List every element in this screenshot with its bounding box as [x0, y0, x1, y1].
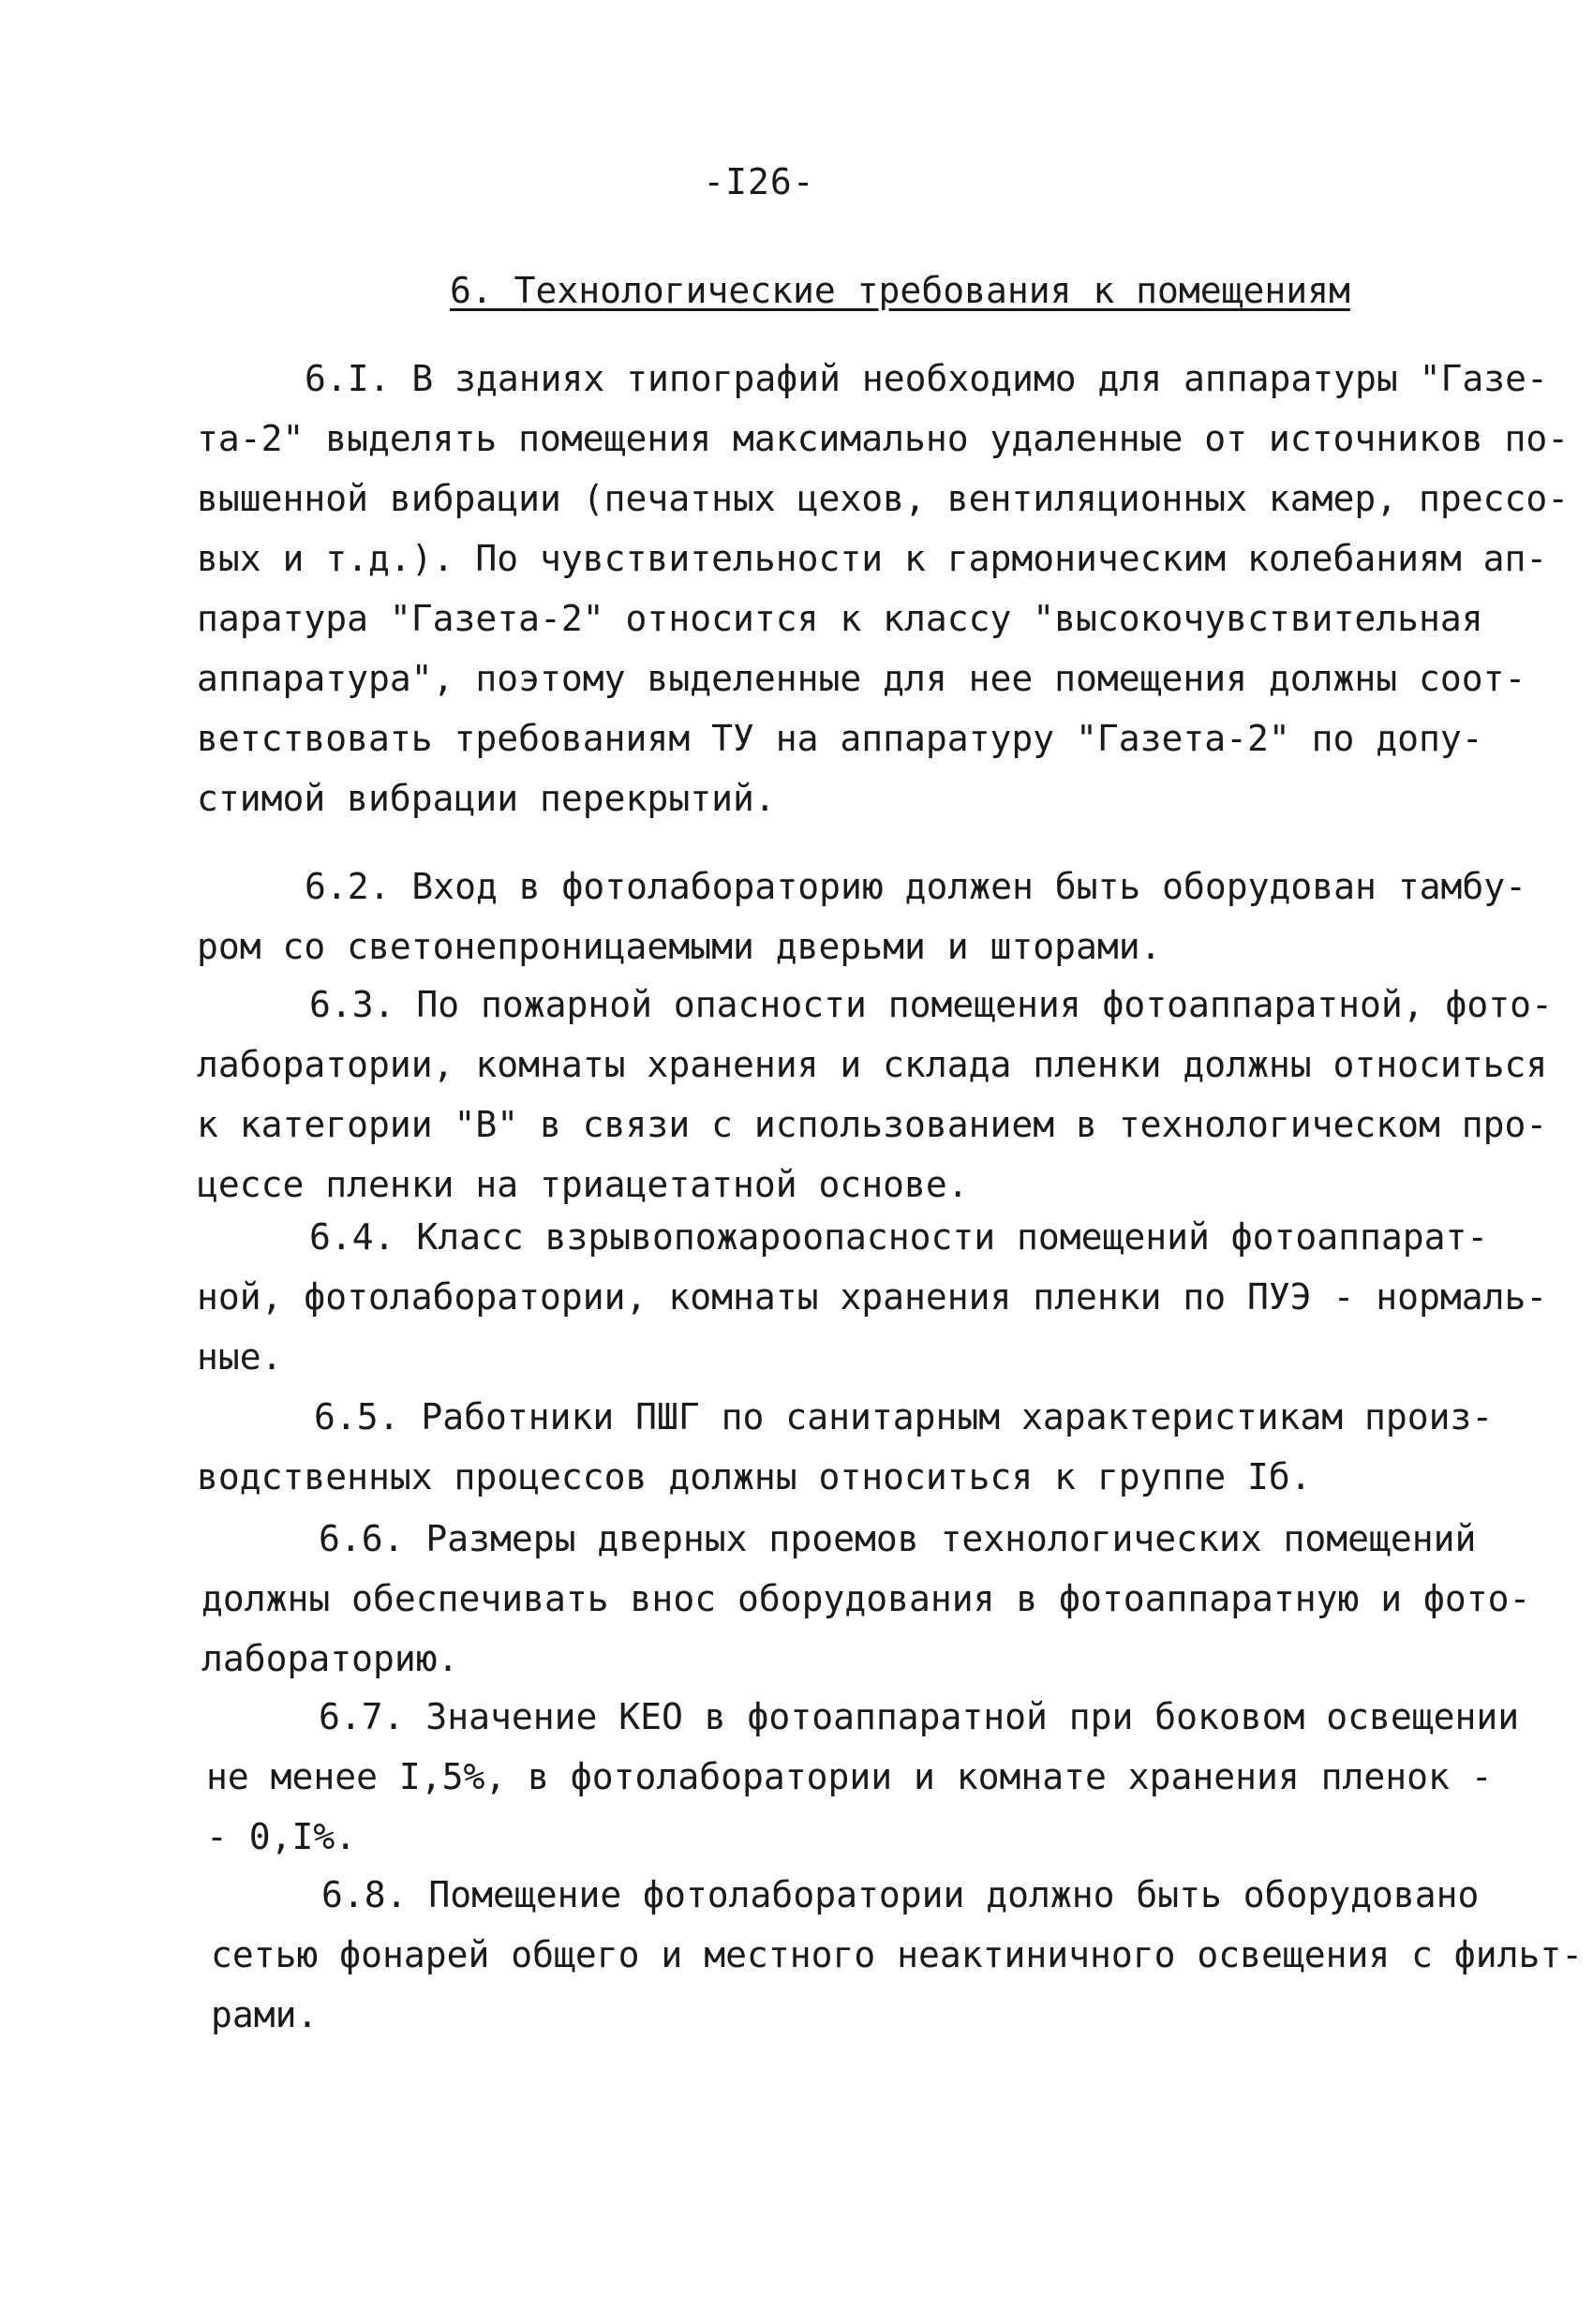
text-line: 6.3. По пожарной опасности помещения фотоаппаратной, фото- — [309, 984, 1553, 1025]
text-line: к категории "В" в связи с использованием в технологическом про- — [197, 1104, 1548, 1145]
text-line: паратура "Газета-2" относится к классу "высокочувствительная — [197, 598, 1483, 639]
page-number: -I26- — [703, 161, 815, 202]
text-line: вышенной вибрации (печатных цехов, вентиляционных камер, прессо- — [197, 478, 1570, 519]
text-line: стимой вибрации перекрытий. — [197, 778, 776, 819]
text-line: цессе пленки на триацетатной основе. — [197, 1164, 969, 1205]
text-line: 6.7. Значение КЕО в фотоаппаратной при боковом освещении — [319, 1696, 1520, 1737]
text-line: лабораторию. — [201, 1638, 459, 1679]
text-line: 6.2. Вход в фотолабораторию должен быть оборудован тамбу- — [305, 866, 1527, 907]
text-line: не менее I,5%, в фотолаборатории и комнате хранения пленок - — [206, 1756, 1493, 1797]
text-line: 6.5. Работники ПШГ по санитарным характеристикам произ- — [314, 1396, 1494, 1438]
text-line: водственных процессов должны относиться к группе Iб. — [197, 1456, 1312, 1497]
text-line: ром со светонепроницаемыми дверьми и шторами. — [197, 926, 1162, 967]
text-line: ветствовать требованиям ТУ на аппаратуру "Газета-2" по допу- — [197, 718, 1483, 759]
text-line: рами. — [211, 1994, 319, 2035]
text-line: вых и т.д.). По чувствительности к гармоническим колебаниям ап- — [197, 538, 1548, 579]
text-line: ные. — [197, 1336, 283, 1378]
text-line: лаборатории, комнаты хранения и склада пленки должны относиться — [197, 1044, 1548, 1085]
text-line: 6.4. Класс взрывопожароопасности помещений фотоаппарат- — [309, 1216, 1489, 1258]
text-line: 6.6. Размеры дверных проемов технологических помещений — [319, 1518, 1477, 1559]
text-line: должны обеспечивать внос оборудования в фотоаппаратную и фото- — [201, 1578, 1531, 1619]
text-line: 6.8. Помещение фотолаборатории должно быть оборудовано — [321, 1874, 1480, 1915]
text-line: ной, фотолаборатории, комнаты хранения пленки по ПУЭ - нормаль- — [197, 1276, 1548, 1318]
section-title: 6. Технологические требования к помещениям — [450, 270, 1350, 311]
text-line: та-2" выделять помещения максимально удаленные от источников по- — [197, 418, 1570, 459]
text-line: 6.I. В зданиях типографий необходимо для аппаратуры "Газе- — [305, 358, 1548, 399]
text-line: - 0,I%. — [206, 1816, 357, 1857]
text-line: аппаратура", поэтому выделенные для нее помещения должны соот- — [197, 658, 1526, 699]
text-line: сетью фонарей общего и местного неактиничного освещения с фильт- — [211, 1934, 1584, 1975]
